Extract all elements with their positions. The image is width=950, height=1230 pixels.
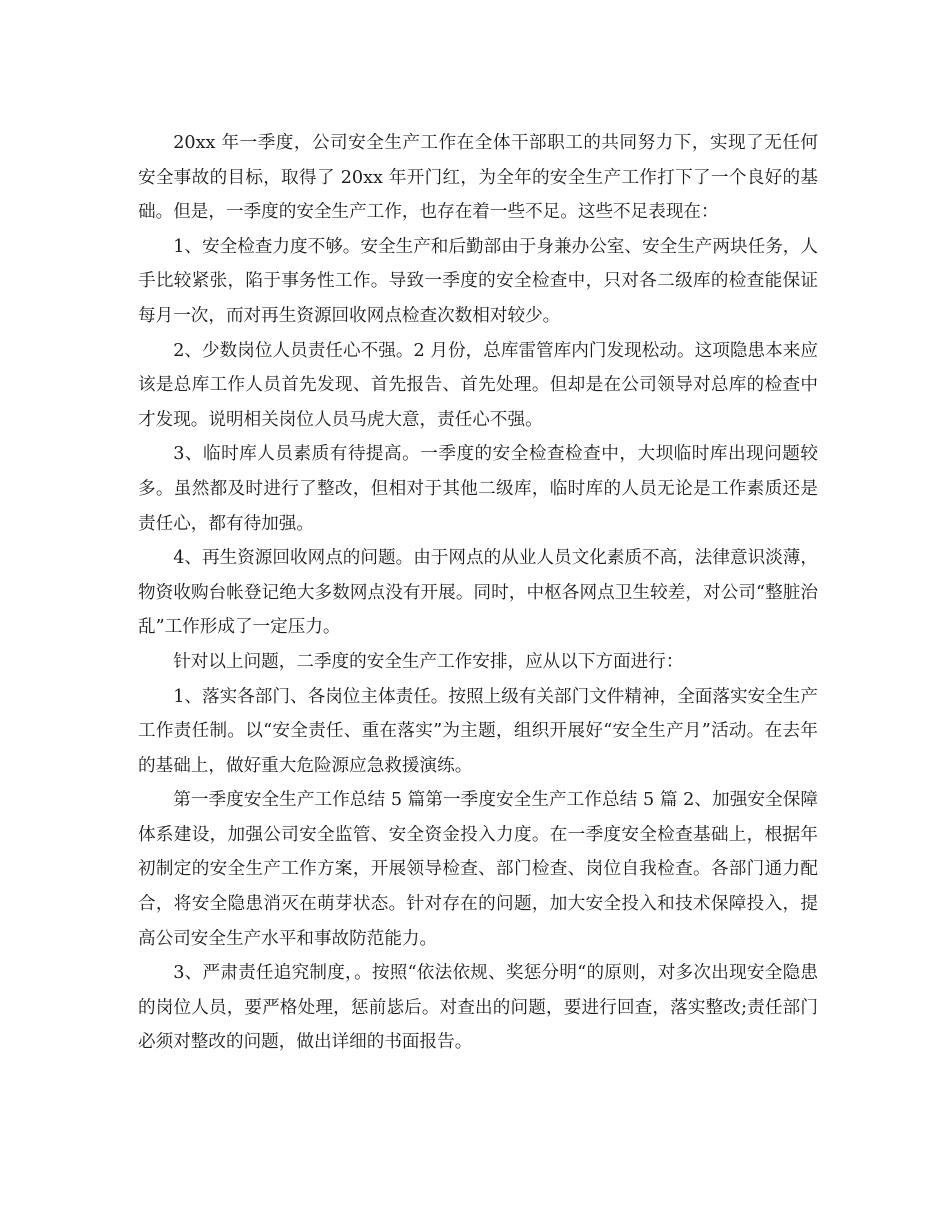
paragraph-plan-3: 3、严肃责任追究制度，。按照“依法依规、奖惩分明“的原则，对多次出现安全隐患的岗位人员，要严格处理，惩前毖后。对查出的问题，要进行回查，落实整改;责任部门必须对整改的问题，做出详细的书面报告。 (138, 963, 818, 1053)
paragraph-issue-3: 3、临时库人员素质有待提高。一季度的安全检查检查中，大坝临时库出现问题较多。虽然都及时进行了整改，但相对于其他二级库，临时库的人员无论是工作素质还是责任心，都有待加强。 (138, 444, 818, 534)
paragraph-intro: 20xx 年一季度，公司安全生产工作在全体干部职工的共同努力下，实现了无任何安全事故的目标，取得了 20xx 年开门红，为全年的安全生产工作打下了一个良好的基础。但是，一季度的安全生产工作，也存在着一些不足。这些不足表现在： (138, 133, 818, 223)
document-body (138, 126, 818, 1060)
paragraph-plan-2: 第一季度安全生产工作总结 5 篇第一季度安全生产工作总结 5 篇 2、加强安全保障体系建设，加强公司安全监管、安全资金投入力度。在一季度安全检查基础上，根据年初制定的安全生产工作方案，开展领导检查、部门检查、岗位自我检查。各部门通力配合，将安全隐患消灭在萌芽状态。针对存在的问题，加大安全投入和技术保障投入，提高公司安全生产水平和事故防范能力。 (138, 790, 818, 949)
paragraph-plan-1: 1、落实各部门、各岗位主体责任。按照上级有关部门文件精神，全面落实安全生产工作责任制。以“安全责任、重在落实”为主题，组织开展好“安全生产月”活动。在去年的基础上，做好重大危险源应急救援演练。 (138, 686, 818, 776)
paragraph-plan-intro: 针对以上问题，二季度的安全生产工作安排，应从以下方面进行： (173, 651, 684, 672)
paragraph-issue-4: 4、再生资源回收网点的问题。由于网点的从业人员文化素质不高，法律意识淡薄，物资收购台帐登记绝大多数网点没有开展。同时，中枢各网点卫生较差，对公司“整脏治乱”工作形成了一定压力。 (138, 548, 818, 638)
paragraph-issue-1: 1、安全检查力度不够。安全生产和后勤部由于身兼办公室、安全生产两块任务，人手比较紧张，陷于事务性工作。导致一季度的安全检查中，只对各二级库的检查能保证每月一次，而对再生资源回收网点检查次数相对较少。 (138, 236, 818, 326)
paragraph-issue-2: 2、少数岗位人员责任心不强。2 月份，总库雷管库内门发现松动。这项隐患本来应该是总库工作人员首先发现、首先报告、首先处理。但却是在公司领导对总库的检查中才发现。说明相关岗位人员马虎大意，责任心不强。 (138, 340, 818, 430)
